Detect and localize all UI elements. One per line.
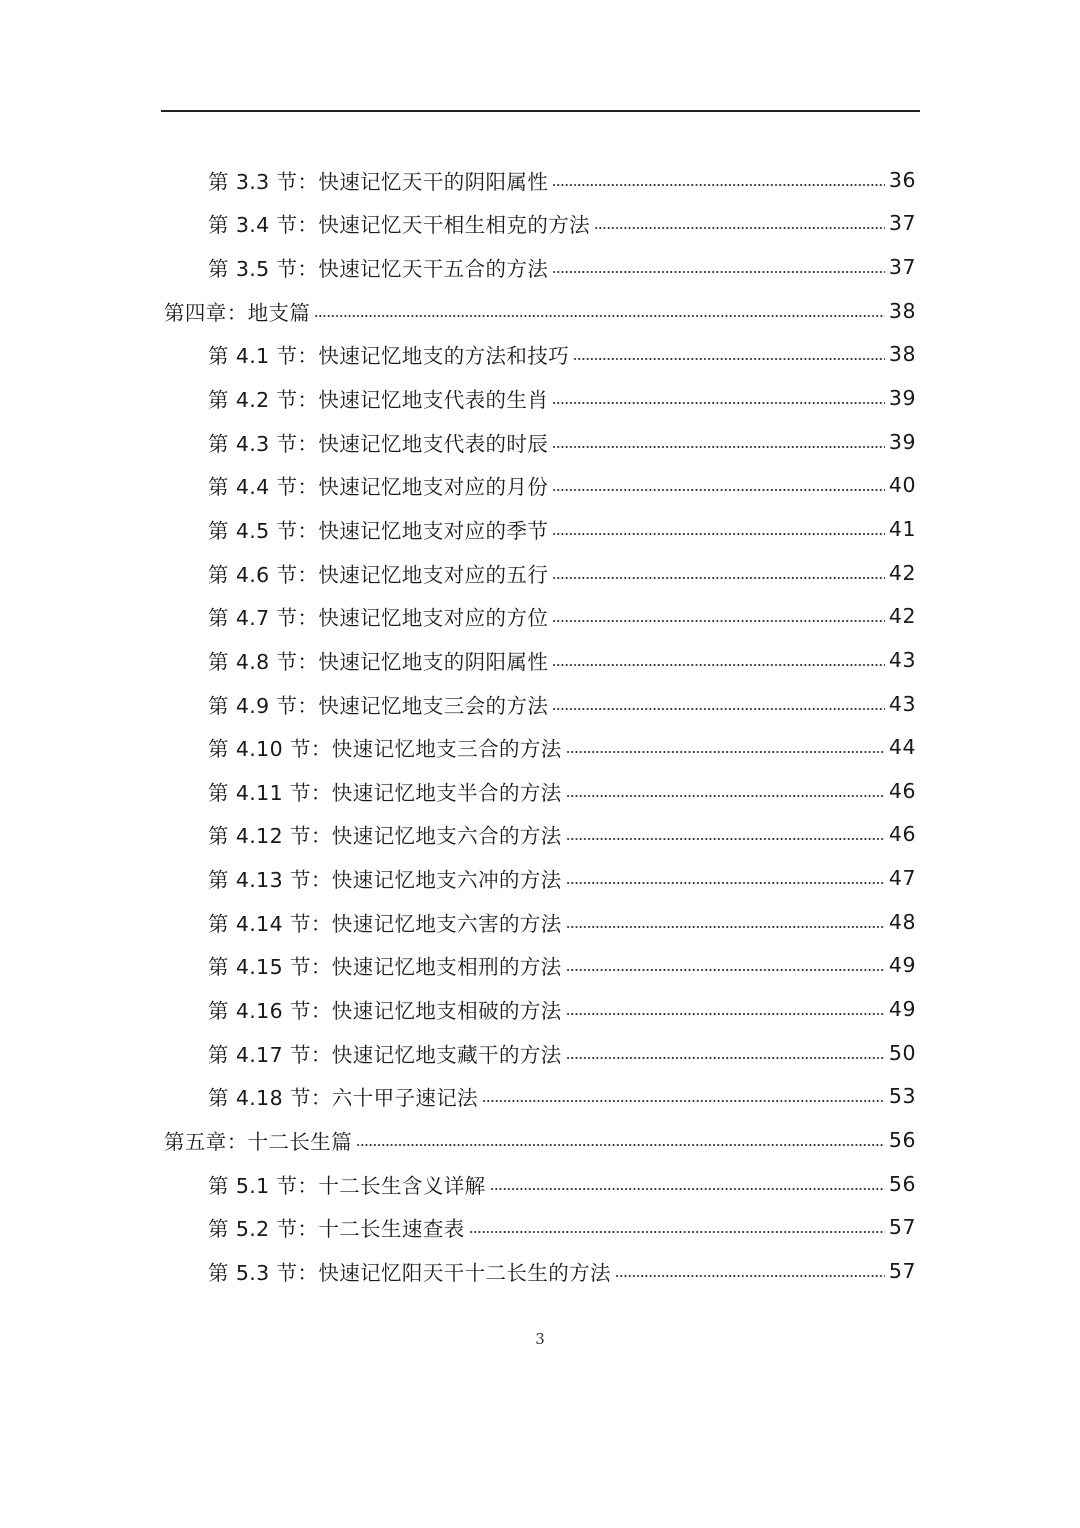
toc-section-entry[interactable]	[0, 420, 1080, 464]
toc-entry-page: 41	[888, 516, 916, 541]
toc-dot-leader	[566, 969, 885, 971]
toc-section-entry[interactable]	[0, 987, 1080, 1031]
toc-section-entry[interactable]	[0, 856, 1080, 900]
toc-section-entry[interactable]	[0, 158, 1080, 202]
toc-dot-leader	[615, 1275, 885, 1277]
toc-dot-leader	[552, 620, 885, 622]
toc-dot-leader	[552, 533, 885, 535]
toc-section-entry[interactable]	[0, 551, 1080, 595]
toc-entry-page: 40	[888, 473, 916, 498]
toc-entry-page: 43	[888, 647, 916, 672]
toc-section-entry[interactable]	[0, 944, 1080, 988]
toc-entry-page: 36	[888, 167, 916, 192]
toc-section-entry[interactable]	[0, 1074, 1080, 1118]
toc-entry-label: 第 4.16 节：快速记忆地支相破的方法	[208, 998, 562, 1023]
toc-dot-leader	[552, 577, 885, 579]
toc-entry-page: 48	[888, 909, 916, 934]
toc-entry-page: 53	[888, 1084, 916, 1109]
toc-section-entry[interactable]	[0, 682, 1080, 726]
toc-entry-page: 46	[888, 822, 916, 847]
toc-section-entry[interactable]	[0, 594, 1080, 638]
toc-entry-label: 第 4.13 节：快速记忆地支六冲的方法	[208, 868, 562, 893]
toc-section-entry[interactable]	[0, 1031, 1080, 1075]
toc-entry-page: 37	[888, 211, 916, 236]
toc-entry-label: 第 5.3 节：快速记忆阳天干十二长生的方法	[208, 1260, 611, 1285]
toc-dot-leader	[594, 227, 885, 229]
toc-section-entry[interactable]	[0, 376, 1080, 420]
toc-section-entry[interactable]	[0, 507, 1080, 551]
toc-entry-label: 第 4.4 节：快速记忆地支对应的月份	[208, 475, 549, 500]
toc-entry-page: 50	[888, 1040, 916, 1065]
toc-dot-leader	[566, 1057, 885, 1059]
toc-entry-page: 56	[888, 1171, 916, 1196]
toc-chapter-entry[interactable]	[0, 289, 1080, 333]
toc-entry-page: 38	[888, 342, 916, 367]
toc-dot-leader	[566, 1013, 885, 1015]
toc-entry-label: 第 4.3 节：快速记忆地支代表的时辰	[208, 431, 549, 456]
header-rule	[161, 110, 920, 112]
toc-entry-page: 39	[888, 429, 916, 454]
toc-entry-page: 39	[888, 386, 916, 411]
toc-dot-leader	[469, 1231, 885, 1233]
toc-section-entry[interactable]	[0, 813, 1080, 857]
toc-section-entry[interactable]	[0, 1249, 1080, 1293]
toc-entry-page: 57	[888, 1215, 916, 1240]
toc-entry-page: 47	[888, 866, 916, 891]
toc-dot-leader	[482, 1100, 885, 1102]
toc-dot-leader	[573, 358, 885, 360]
toc-entry-label: 第 4.1 节：快速记忆地支的方法和技巧	[208, 344, 570, 369]
toc-entry-label: 第 4.6 节：快速记忆地支对应的五行	[208, 562, 549, 587]
toc-dot-leader	[552, 664, 885, 666]
toc-entry-label: 第四章：地支篇	[164, 300, 311, 325]
toc-section-entry[interactable]	[0, 725, 1080, 769]
toc-chapter-entry[interactable]	[0, 1118, 1080, 1162]
toc-entry-page: 49	[888, 996, 916, 1021]
toc-entry-label: 第 4.8 节：快速记忆地支的阴阳属性	[208, 649, 549, 674]
toc-section-entry[interactable]	[0, 333, 1080, 377]
toc-entry-page: 38	[888, 298, 916, 323]
toc-entry-label: 第 5.1 节：十二长生含义详解	[208, 1173, 486, 1198]
toc-entry-label: 第 4.17 节：快速记忆地支藏干的方法	[208, 1042, 562, 1067]
toc-section-entry[interactable]	[0, 245, 1080, 289]
toc-entry-page: 42	[888, 560, 916, 585]
toc-entry-page: 43	[888, 691, 916, 716]
toc-dot-leader	[314, 315, 885, 317]
toc-entry-page: 46	[888, 778, 916, 803]
toc-dot-leader	[552, 446, 885, 448]
toc-dot-leader	[552, 184, 885, 186]
toc-section-entry[interactable]	[0, 1205, 1080, 1249]
toc-dot-leader	[566, 926, 885, 928]
toc-dot-leader	[552, 489, 885, 491]
toc-dot-leader	[552, 271, 885, 273]
toc-entry-page: 56	[888, 1127, 916, 1152]
toc-entry-label: 第 4.5 节：快速记忆地支对应的季节	[208, 518, 549, 543]
toc-entry-page: 37	[888, 255, 916, 280]
toc-section-entry[interactable]	[0, 900, 1080, 944]
toc-dot-leader	[490, 1188, 885, 1190]
table-of-contents	[0, 158, 1080, 1293]
toc-dot-leader	[566, 882, 885, 884]
toc-section-entry[interactable]	[0, 638, 1080, 682]
toc-dot-leader	[552, 402, 885, 404]
toc-dot-leader	[356, 1144, 885, 1146]
toc-entry-label: 第 4.10 节：快速记忆地支三合的方法	[208, 737, 562, 762]
toc-entry-page: 44	[888, 735, 916, 760]
page-number: 3	[535, 1330, 545, 1348]
toc-entry-label: 第 3.3 节：快速记忆天干的阴阳属性	[208, 169, 549, 194]
toc-entry-page: 42	[888, 604, 916, 629]
toc-dot-leader	[566, 751, 885, 753]
toc-section-entry[interactable]	[0, 202, 1080, 246]
toc-entry-label: 第 4.12 节：快速记忆地支六合的方法	[208, 824, 562, 849]
toc-entry-label: 第 4.15 节：快速记忆地支相刑的方法	[208, 955, 562, 980]
toc-entry-label: 第 4.7 节：快速记忆地支对应的方位	[208, 606, 549, 631]
toc-entry-label: 第 4.11 节：快速记忆地支半合的方法	[208, 780, 562, 805]
toc-entry-label: 第 4.9 节：快速记忆地支三会的方法	[208, 693, 549, 718]
toc-entry-label: 第 5.2 节：十二长生速查表	[208, 1217, 465, 1242]
toc-entry-page: 57	[888, 1258, 916, 1283]
toc-entry-label: 第 4.14 节：快速记忆地支六害的方法	[208, 911, 562, 936]
toc-entry-label: 第 4.2 节：快速记忆地支代表的生肖	[208, 388, 549, 413]
toc-entry-label: 第 3.5 节：快速记忆天干五合的方法	[208, 257, 549, 282]
toc-entry-label: 第五章：十二长生篇	[164, 1129, 353, 1154]
toc-section-entry[interactable]	[0, 1162, 1080, 1206]
toc-dot-leader	[566, 795, 885, 797]
toc-dot-leader	[566, 838, 885, 840]
toc-dot-leader	[552, 708, 885, 710]
toc-section-entry[interactable]	[0, 769, 1080, 813]
toc-entry-page: 49	[888, 953, 916, 978]
toc-section-entry[interactable]	[0, 463, 1080, 507]
toc-entry-label: 第 4.18 节：六十甲子速记法	[208, 1086, 479, 1111]
toc-entry-label: 第 3.4 节：快速记忆天干相生相克的方法	[208, 213, 591, 238]
